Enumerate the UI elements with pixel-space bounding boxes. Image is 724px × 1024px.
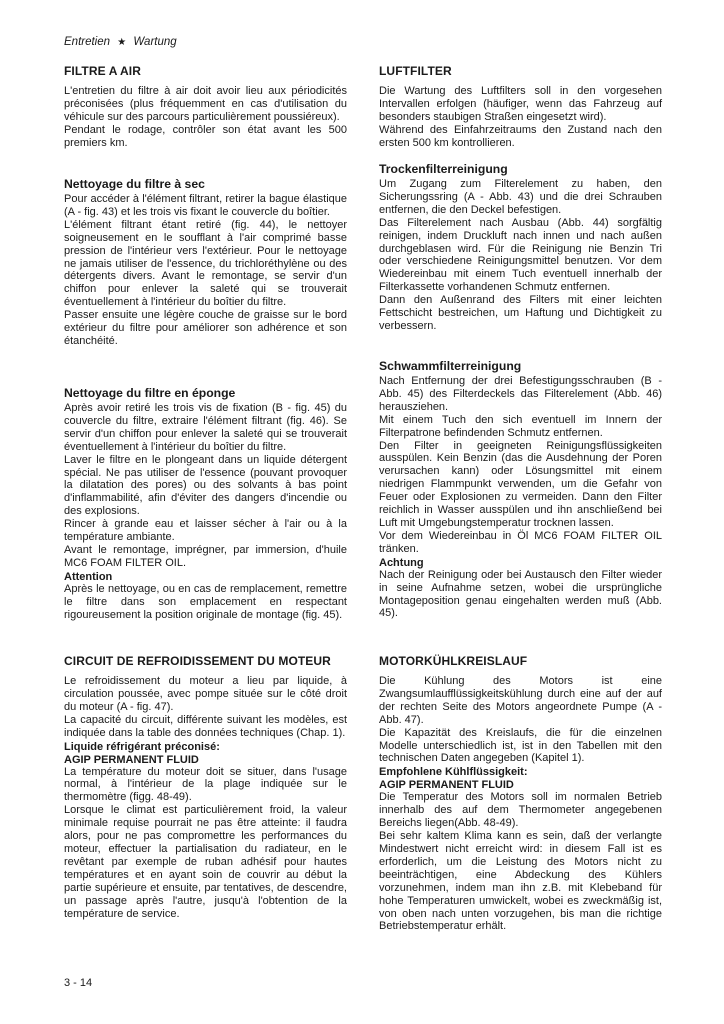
de-sponge-filter-p1: Nach Entfernung der drei Befestigungsschrauben (B - Abb. 45) des Filterdeckels das Filterelement (Abb. 46) herausziehen. — [379, 375, 662, 413]
de-cooling-p2: Die Kapazität des Kreislaufs, die für die einzelnen Modelle unterschiedlich ist, ist in den Tabellen mit den technischen Daten angegeben (Kapitel 1). — [379, 726, 662, 765]
page-number: 3 - 14 — [64, 977, 93, 989]
de-cooling-section — [379, 654, 662, 933]
de-air-filter-p2: Während des Einfahrzeitraums den Zustand nach den ersten 500 km kontrollieren. — [379, 123, 662, 149]
fr-dry-filter-section — [64, 173, 347, 348]
fr-cooling-section — [64, 654, 347, 920]
fr-sponge-filter-section — [64, 382, 347, 622]
fr-air-filter-p2: Pendant le rodage, contrôler son état avant les 500 premiers km. — [64, 123, 347, 149]
de-dry-filter-title: Trockenfilterreinigung — [379, 162, 508, 176]
fr-air-filter-p1: L'entretien du filtre à air doit avoir lieu aux périodicités préconisées (plus fréquemment en cas d'utilisation du véhicule sur des parcours particulièrement poussiéreux). — [64, 85, 347, 123]
de-warning-title: Achtung — [379, 556, 424, 569]
de-air-filter-title: LUFTFILTER — [379, 64, 452, 78]
fr-coolant-label: Liquide réfrigérant préconisé: — [64, 740, 220, 753]
de-cooling-p4: Bei sehr kaltem Klima kann es sein, daß der verlangte Mindestwert nicht erreicht wird: in diesem Fall ist es erforderlich, um die Leistung des Motors nicht zu beeinträchtigen, eine Abdeckung des Kühlers vorzunehmen, indem man ihn z.B. mit Klebeband für hohe Temperaturen umwickelt, wobei es zweckmäßig ist, von oben nach unten vorzugehen, bis man die richtige Betriebstemperatur erhält. — [379, 830, 662, 933]
fr-coolant-name: AGIP PERMANENT FLUID — [64, 753, 199, 766]
de-sponge-filter-section — [379, 355, 662, 620]
de-warning-text: Nach der Reinigung oder bei Austausch den Filter wieder in seine Aufnahme setzen, wobei die ursprüngliche Montageposition genau eingehalten werden muß (Abb. 45). — [379, 568, 662, 620]
de-dry-filter-section — [379, 158, 662, 333]
fr-air-filter-title: FILTRE A AIR — [64, 64, 141, 78]
fr-dry-filter-p3: Passer ensuite une légère couche de graisse sur le bord extérieur du filtre pour améliorer son adhérence et son étanchéité. — [64, 309, 347, 347]
de-cooling-p3: Die Temperatur des Motors soll im normalen Betrieb innerhalb des auf dem Thermometer angegebenen Bereichs liegen(Abb. 48-49). — [379, 791, 662, 830]
de-cooling-title: MOTORKÜHLKREISLAUF — [379, 654, 528, 668]
header-left: Entretien — [64, 36, 111, 48]
fr-dry-filter-p2: L'élément filtrant étant retiré (fig. 44), le nettoyer soigneusement en le soufflant à l'air comprimé basse pression de l'intérieur vers l'extérieur. Pour le nettoyage ne jamais utiliser de l'essence, du trichloréthylène ou des détergents divers. Avant le remontage, se servir d'un chiffon pour enlever la saleté qui se trouverait éventuellement à l'intérieur du boîtier du filtre. — [64, 218, 347, 309]
fr-cooling-p4: Lorsque le climat est particulièrement froid, la valeur minimale requise pourrait ne pas être atteinte: il faudra alors, pour ne pas compromettre les performances du moteur, effectuer la partialisation du radiateur, en le revêtant par exemple de ruban adhésif pour hautes températures et en ayant soin de couvrir au début la partie supérieure et ensuite, par tentatives, de descendre, un passage après l'autre, jusqu'à l'obtention de la température de service. — [64, 804, 347, 920]
de-dry-filter-p2: Das Filterelement nach Ausbau (Abb. 44) sorgfältig reinigen, indem Druckluft nach innen und nach außen durchgeblasen wird. Für die Reinigung nie Benzin Tri oder verschiedene Reinigungsmittel benutzen. Vor dem Wiedereinbau mit einem Tuch eventuell innerhalb der Filterkassette vorhandenen Schmutz entfernen. — [379, 216, 662, 294]
de-dry-filter-p1: Um Zugang zum Filterelement zu haben, den Sicherungssring (A - Abb. 43) und die drei Schrauben entfernen, die den Deckel befestigen. — [379, 178, 662, 216]
de-coolant-label: Empfohlene Kühlflüssigkeit: — [379, 766, 528, 779]
de-sponge-filter-p3: Den Filter in geeigneten Reinigungsflüssigkeiten ausspülen. Kein Benzin (das die Ausdehnung der Poren verursachen kann) oder Lösungsmittel mit einem niedrigen Flammpunkt verwenden, um die Gefahr von Feuer oder Explosionen zu vermeiden. Dann den Filter reichlich in Wasser ausspülen und ihn anschließend bei Luft mit Umgebungstemperatur trocknen lassen. — [379, 439, 662, 529]
fr-sponge-filter-p4: Avant le remontage, imprégner, par immersion, d'huile MC6 FOAM FILTER OIL. — [64, 543, 347, 569]
header-right: Wartung — [133, 36, 177, 48]
fr-sponge-filter-p3: Rincer à grande eau et laisser sécher à l'air ou à la température ambiante. — [64, 518, 347, 544]
fr-dry-filter-title: Nettoyage du filtre à sec — [64, 177, 205, 191]
de-air-filter-p1: Die Wartung des Luftfilters soll in den vorgesehen Intervallen erfolgen (häufiger, wenn das Fahrzeug auf besonders staubigen Straßen eingesetzt wird). — [379, 85, 662, 123]
fr-cooling-p2: La capacité du circuit, différente suivant les modèles, est indiquée dans la table des données techniques (Chap. 1). — [64, 713, 347, 739]
fr-warning-text: Après le nettoyage, ou en cas de remplacement, remettre le filtre dans son emplacement en respectant rigoureusement la position originale de montage (fig. 45). — [64, 582, 347, 621]
fr-warning-title: Attention — [64, 570, 113, 583]
fr-sponge-filter-p2: Laver le filtre en le plongeant dans un liquide détergent spécial. Ne pas utiliser de l'essence (pouvant provoquer la dilatation des pores) ou des solvants à bas point d'inflammabilité, afin d'éviter des dangers d'incendie ou des explosions. — [64, 453, 347, 518]
de-sponge-filter-title: Schwammfilterreinigung — [379, 359, 522, 373]
fr-cooling-p1: Le refroidissement du moteur a lieu par liquide, à circulation poussée, avec pompe située sur le côté droit du moteur (A - fig. 47). — [64, 675, 347, 713]
fr-cooling-title: CIRCUIT DE REFROIDISSEMENT DU MOTEUR — [64, 654, 331, 668]
fr-sponge-filter-title: Nettoyage du filtre en éponge — [64, 386, 236, 400]
de-cooling-p1: Die Kühlung des Motors ist eine Zwangsumlaufflüssigkeitskühlung durch eine auf der auf der rechten Seite des Motors angeordnete Pumpe (A - Abb. 47). — [379, 675, 662, 726]
de-air-filter-section — [379, 64, 662, 150]
de-coolant-name: AGIP PERMANENT FLUID — [379, 779, 514, 792]
fr-sponge-filter-p1: Après avoir retiré les trois vis de fixation (B - fig. 45) du couvercle du filtre, extraire l'élément filtrant (fig. 46). Se servir d'un chiffon pour enlever la saleté qui se trouverait éventuellement à l'intérieur du boîtier du filtre. — [64, 402, 347, 453]
fr-cooling-p3: La température du moteur doit se situer, dans l'usage normal, à l'intérieur de la plage indiquée sur le thermomètre (figg. 48-49). — [64, 765, 347, 804]
de-dry-filter-p3: Dann den Außenrand des Filters mit einer leichten Fettschicht bestreichen, um Haftung und Dichtigkeit zu verbessern. — [379, 294, 662, 332]
fr-air-filter-section — [64, 64, 347, 150]
header-separator-icon: ★ — [117, 37, 127, 48]
fr-dry-filter-p1: Pour accéder à l'élément filtrant, retirer la bague élastique (A - fig. 43) et les trois vis fixant le couvercle du boîtier. — [64, 193, 347, 218]
de-sponge-filter-p2: Mit einem Tuch den sich eventuell im Innern der Filterpatrone befindenden Schmutz entfernen. — [379, 413, 662, 439]
de-sponge-filter-p4: Vor dem Wiedereinbau in Öl MC6 FOAM FILTER OIL tränken. — [379, 529, 662, 555]
running-header — [64, 36, 177, 48]
